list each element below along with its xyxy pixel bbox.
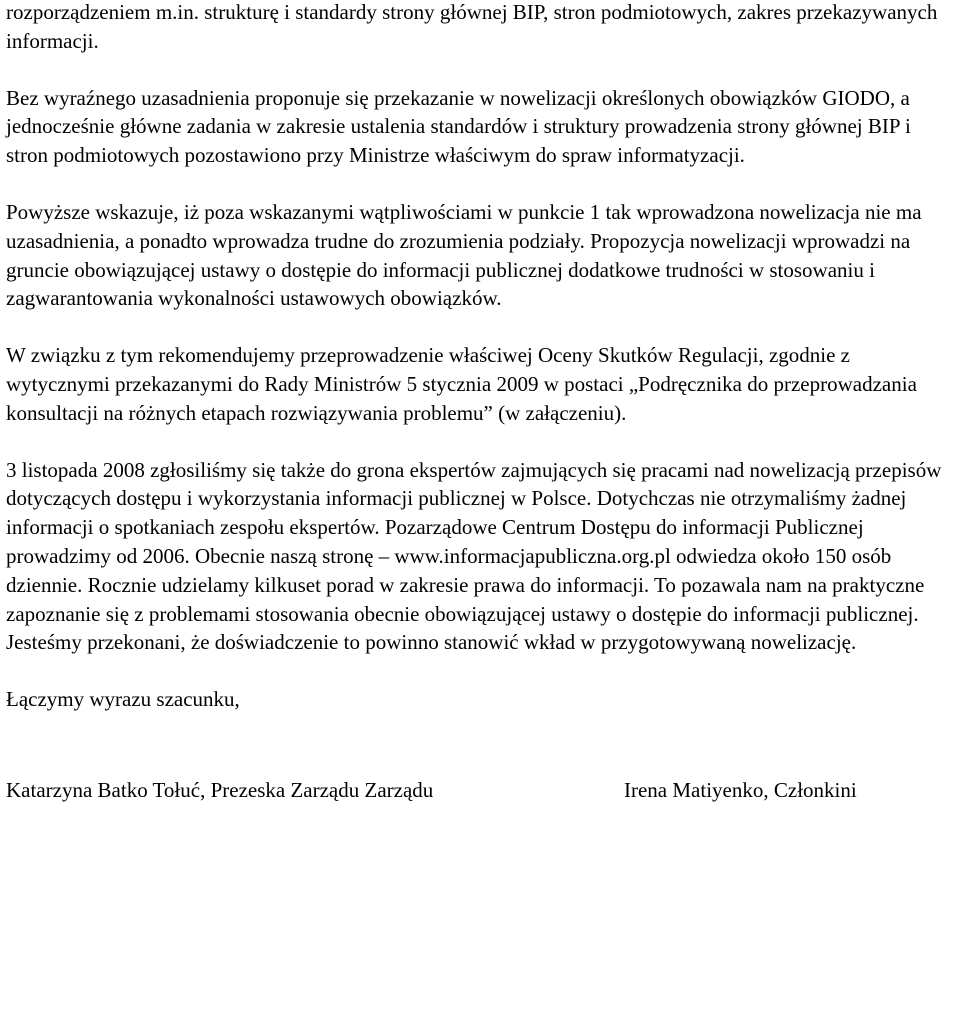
signature-right: Irena Matiyenko, Członkini — [624, 777, 857, 802]
document-page — [6, 0, 958, 836]
paragraph-spacer — [6, 428, 958, 456]
paragraph-giodo: Bez wyraźnego uzasadnienia proponuje się przekazanie w nowelizacji określonych obowiązków GIODO, a jednocześnie główne zadania w zakresie ustalenia standardów i struktury prowadzenia strony głównej BIP i stron podmiotowych pozostawiono przy Ministrze właściwym do spraw informatyzacji. — [6, 85, 911, 168]
paragraph-spacer — [6, 313, 958, 341]
paragraph-osr: W związku z tym rekomendujemy przeprowadzenie właściwej Oceny Skutków Regulacji, zgodnie z wytycznymi przekazanymi do Rady Ministrów 5 stycznia 2009 w postaci „Podręcznika do przeprowadzania konsultacji na różnych etapach rozwiązywania problemu” (w załączeniu). — [6, 343, 917, 425]
paragraph-intro-fragment: rozporządzeniem m.in. strukturę i standardy strony głównej BIP, stron podmiotowych, zakres przekazywanych informacji. — [6, 0, 938, 53]
paragraph-nowelizacja: Powyższe wskazuje, iż poza wskazanymi wątpliwościami w punkcie 1 tak wprowadzona nowelizacja nie ma uzasadnienia, a ponadto wprowadza trudne do zrozumienia podziały. Propozycja nowelizacji wprowadzi na gruncie obowiązującej ustawy o dostępie do informacji publicznej dodatkowe trudności w stosowaniu i zagwarantowania wykonalności ustawowych obowiązków. — [6, 199, 922, 311]
signature-spacer — [6, 714, 958, 776]
signature-row — [6, 776, 958, 836]
signature-left: Katarzyna Batko Tołuć, Prezeska Zarządu Zarządu — [6, 777, 434, 802]
paragraph-spacer — [6, 657, 958, 685]
closing-line: Łączymy wyrazu szacunku, — [6, 687, 240, 712]
paragraph-spacer — [6, 170, 958, 198]
paragraph-spacer — [6, 56, 958, 84]
paragraph-eksperci: 3 listopada 2008 zgłosiliśmy się także do grona ekspertów zajmujących się pracami nad nowelizacją przepisów dotyczących dostępu i wykorzystania informacji publicznej w Polsce. Dotychczas nie otrzymaliśmy żadnej informacji o spotkaniach zespołu ekspertów. Pozarządowe Centrum Dostępu do informacji Publicznej prowadzimy od 2006. Obecnie naszą stronę – www.informacjapubliczna.org.pl odwiedza około 150 osób dziennie. Rocznie udzielamy kilkuset porad w zakresie prawa do informacji. To pozawala nam na praktyczne zapoznanie się z problemami stosowania obecnie obowiązującej ustawy o dostępie do informacji publicznej. Jesteśmy przekonani, że doświadczenie to powinno stanowić wkład w przygotowywaną nowelizację. — [6, 457, 942, 655]
